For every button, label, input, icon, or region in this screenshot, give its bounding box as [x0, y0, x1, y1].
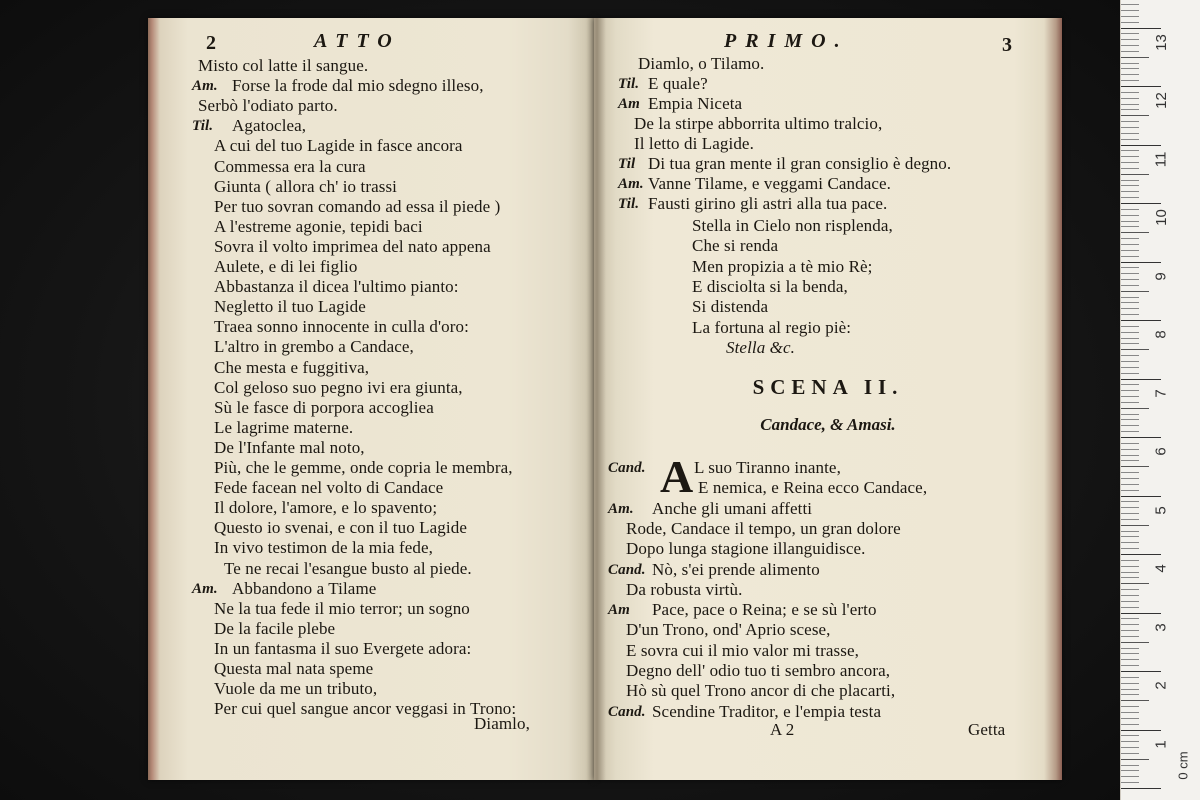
- ruler-tick: [1121, 16, 1139, 17]
- ruler-tick: [1121, 437, 1161, 438]
- verse-text: Commessa era la cura: [214, 156, 366, 176]
- ruler-tick: [1121, 753, 1139, 754]
- ruler-label: 5: [1152, 505, 1170, 515]
- verse-text: E nemica, e Reina ecco Candace,: [698, 478, 928, 498]
- verse-text: E quale?: [648, 74, 708, 93]
- ruler-tick: [1121, 577, 1139, 578]
- ruler-tick: [1121, 788, 1161, 789]
- speaker-label: Cand.: [608, 460, 646, 476]
- ruler-label: 10: [1152, 209, 1170, 226]
- song-line: Si distenda: [692, 297, 769, 317]
- verse-text: Anche gli umani affetti: [652, 498, 813, 518]
- ruler-tick: [1121, 425, 1139, 426]
- book-gutter: [586, 18, 606, 780]
- verse-text: Agatoclea,: [232, 116, 307, 136]
- verse-text: Hò sù quel Trono ancor di che placarti,: [626, 681, 896, 701]
- ruler-tick: [1121, 659, 1139, 660]
- ruler-tick: [1121, 431, 1139, 432]
- ruler-tick: [1121, 595, 1139, 596]
- ruler-tick: [1121, 589, 1139, 590]
- ruler-tick: [1121, 302, 1139, 303]
- song-line: E disciolta si la benda,: [692, 276, 848, 296]
- ruler-label: 1: [1152, 739, 1170, 749]
- verse-text: In un fantasma il suo Evergete adora:: [214, 638, 472, 658]
- ruler-tick: [1121, 525, 1149, 526]
- verse-text: Aulete, e di lei figlio: [214, 257, 358, 276]
- ruler-tick: [1121, 115, 1149, 116]
- ruler-tick: [1121, 133, 1139, 134]
- ruler-tick: [1121, 343, 1139, 344]
- ruler-tick: [1121, 145, 1161, 146]
- verse-text: De la stirpe abborrita ultimo tralcio,: [634, 114, 883, 133]
- speaker-label: Til.: [192, 118, 214, 135]
- ruler-tick: [1121, 168, 1139, 169]
- verse-text: Da robusta virtù.: [626, 579, 743, 599]
- ruler-tick: [1121, 759, 1149, 760]
- ruler-tick: [1121, 636, 1139, 637]
- ruler-tick: [1121, 542, 1139, 543]
- verse-text: Sù le fasce di porpora accogliea: [214, 397, 434, 417]
- scene-title: SCENA II.: [752, 375, 904, 399]
- ruler-label: 4: [1152, 564, 1170, 573]
- verse-text: Il dolore, l'amore, e lo spavento;: [214, 498, 438, 518]
- ruler-tick: [1121, 460, 1139, 461]
- ruler-tick: [1121, 127, 1139, 128]
- ruler-tick: [1121, 730, 1161, 731]
- verse-text: Il letto di Lagide.: [634, 134, 754, 153]
- ruler-label: 12: [1152, 92, 1170, 109]
- ruler-tick: [1121, 367, 1139, 368]
- verse-text: Che mesta e fuggitiva,: [214, 357, 370, 377]
- ruler-tick: [1121, 607, 1139, 608]
- ruler-tick: [1121, 496, 1161, 497]
- ruler-tick: [1121, 484, 1139, 485]
- ruler-tick: [1121, 197, 1139, 198]
- ruler-unit: 0 cm: [1175, 751, 1191, 780]
- speaker-label: Am.: [192, 580, 218, 597]
- ruler-tick: [1121, 466, 1149, 467]
- ruler-tick: [1121, 308, 1139, 309]
- speaker-label: Til.: [618, 196, 640, 212]
- ruler-tick: [1121, 80, 1139, 81]
- verse-text: E sovra cui il mio valor mi trasse,: [626, 640, 859, 660]
- ruler-tick: [1121, 419, 1139, 420]
- verse-text: Per tuo sovran comando ad essa il piede ): [214, 196, 501, 216]
- verse-text: Te ne recai l'esangue busto al piede.: [224, 558, 472, 578]
- ruler-tick: [1121, 765, 1139, 766]
- verse-text: Fede facean nel volto di Candace: [214, 478, 444, 498]
- ruler-tick: [1121, 185, 1139, 186]
- verse-text: Abbastanza il dicea l'ultimo pianto:: [214, 277, 459, 297]
- ruler-tick: [1121, 28, 1161, 29]
- ruler-tick: [1121, 285, 1139, 286]
- ruler-tick: [1121, 770, 1139, 771]
- ruler-tick: [1121, 519, 1139, 520]
- ruler-tick: [1121, 782, 1139, 783]
- verse-text: Pace, pace o Reina; e se sù l'erto: [652, 600, 877, 620]
- verse-text: A l'estreme agonie, tepidi baci: [214, 216, 423, 236]
- ruler-label: 3: [1152, 622, 1170, 632]
- left-running-head: ATTO: [314, 30, 401, 52]
- verse-text: A cui del tuo Lagide in fasce ancora: [214, 136, 463, 156]
- scale-ruler: [1120, 0, 1200, 800]
- song-line: Che si renda: [692, 236, 779, 256]
- ruler-tick: [1121, 554, 1161, 555]
- verse-text: De l'Infante mal noto,: [214, 437, 365, 457]
- song-line: Men propizia a tè mio Rè;: [692, 256, 873, 276]
- song-end: Stella &c.: [726, 338, 795, 357]
- ruler-tick: [1121, 238, 1139, 239]
- verse-text: Serbò l'odiato parto.: [198, 96, 338, 116]
- ruler-tick: [1121, 68, 1139, 69]
- ruler-tick: [1121, 297, 1139, 298]
- verse-text: Abbandono a Tilame: [232, 578, 377, 598]
- verse-text: Forse la frode dal mio sdegno illeso,: [232, 76, 484, 96]
- verse-text: De la facile plebe: [214, 618, 336, 638]
- ruler-tick: [1121, 379, 1161, 380]
- speaker-label: Am.: [608, 500, 634, 517]
- verse-text: Nò, s'ei prende alimento: [652, 559, 820, 579]
- ruler-tick: [1121, 472, 1139, 473]
- ruler-tick: [1121, 706, 1139, 707]
- verse-text: Di tua gran mente il gran consiglio è degno.: [648, 154, 952, 173]
- verse-text: Per cui quel sangue ancor veggasi in Trono:: [214, 699, 517, 719]
- verse-text: Traea sonno innocente in culla d'oro:: [214, 317, 469, 337]
- ruler-tick: [1121, 648, 1139, 649]
- verse-text: Sovra il volto imprimea del nato appena: [214, 236, 491, 256]
- speaker-label: Cand.: [608, 703, 646, 720]
- ruler-tick: [1121, 712, 1139, 713]
- ruler-label: 6: [1152, 447, 1170, 456]
- verse-text: Più, che le gemme, onde copria le membra,: [214, 458, 513, 477]
- ruler-tick: [1121, 700, 1149, 701]
- speaker-label: Til: [618, 156, 636, 172]
- ruler-tick: [1121, 180, 1139, 181]
- ruler-tick: [1121, 51, 1139, 52]
- speaker-label: Til.: [618, 76, 640, 92]
- open-book: [148, 18, 1064, 780]
- ruler-tick: [1121, 490, 1139, 491]
- ruler-tick: [1121, 373, 1139, 374]
- ruler-tick: [1121, 601, 1139, 602]
- ruler-tick: [1121, 548, 1139, 549]
- verse-text: Vanne Tilame, e veggami Candace.: [648, 174, 892, 193]
- verse-text: D'un Trono, ond' Aprio scese,: [626, 620, 831, 640]
- ruler-tick: [1121, 361, 1139, 362]
- verse-text: Le lagrime materne.: [214, 417, 354, 437]
- ruler-tick: [1121, 583, 1149, 584]
- ruler-label: 13: [1152, 33, 1170, 51]
- ruler-tick: [1121, 320, 1161, 321]
- ruler-tick: [1121, 174, 1149, 175]
- verse-text: Fausti girino gli astri alla tua pace.: [648, 194, 888, 213]
- ruler-tick: [1121, 314, 1139, 315]
- ruler-tick: [1121, 86, 1161, 87]
- verse-text: L'altro in grembo a Candace,: [214, 337, 414, 357]
- ruler-tick: [1121, 4, 1139, 5]
- right-page: [594, 18, 1062, 780]
- verse-text: Dopo lunga stagione illanguidisce.: [626, 539, 866, 559]
- drop-capital: A: [660, 451, 694, 502]
- ruler-tick: [1121, 613, 1161, 614]
- ruler-tick: [1121, 74, 1139, 75]
- song-line: La fortuna al regio piè:: [692, 317, 852, 337]
- ruler-tick: [1121, 109, 1139, 110]
- ruler-tick: [1121, 349, 1149, 350]
- speaker-label: Am: [618, 96, 640, 112]
- ruler-label: 9: [1152, 271, 1170, 281]
- right-running-head: PRIMO.: [724, 30, 849, 52]
- ruler-label: 11: [1152, 151, 1170, 167]
- ruler-tick: [1121, 57, 1149, 58]
- verse-text: Ne la tua fede il mio terror; un sogno: [214, 598, 470, 618]
- ruler-tick: [1121, 653, 1139, 654]
- ruler-tick: [1121, 355, 1139, 356]
- ruler-tick: [1121, 203, 1161, 204]
- ruler-tick: [1121, 262, 1161, 263]
- ruler-tick: [1121, 191, 1139, 192]
- ruler-label: 8: [1152, 330, 1170, 339]
- ruler-label: 7: [1152, 388, 1170, 398]
- ruler-tick: [1121, 139, 1139, 140]
- ruler-tick: [1121, 250, 1139, 251]
- ruler-tick: [1121, 531, 1139, 532]
- ruler-tick: [1121, 536, 1139, 537]
- verse-text: Diamlo, o Tilamo.: [638, 54, 765, 73]
- speaker-label: Am.: [192, 78, 218, 95]
- verse-text: Col geloso suo pegno ivi era giunta,: [214, 377, 463, 397]
- verse-text: Scendine Traditor, e l'empia testa: [652, 701, 882, 721]
- ruler-tick: [1121, 22, 1139, 23]
- ruler-tick: [1121, 694, 1139, 695]
- ruler-tick: [1121, 408, 1149, 409]
- verse-text: Giunta ( allora ch' io trassi: [214, 176, 397, 196]
- speaker-label: Cand.: [608, 561, 646, 578]
- left-catchword: Diamlo,: [474, 714, 530, 733]
- verse-text: Questo io svenai, e con il tuo Lagide: [214, 518, 467, 538]
- verse-text: L suo Tiranno inante,: [694, 458, 841, 477]
- signature-mark: A 2: [770, 720, 795, 739]
- ruler-tick: [1121, 671, 1161, 672]
- ruler-tick: [1121, 478, 1139, 479]
- right-page-number: 3: [1002, 34, 1012, 56]
- ruler-label: 2: [1152, 681, 1170, 690]
- ruler-tick: [1121, 776, 1139, 777]
- ruler-tick: [1121, 10, 1139, 11]
- ruler-tick: [1121, 642, 1149, 643]
- ruler-tick: [1121, 226, 1139, 227]
- verse-text: Empia Niceta: [648, 94, 743, 113]
- verse-text: Degno dell' odio tuo ti sembro ancora,: [626, 661, 891, 680]
- ruler-tick: [1121, 244, 1139, 245]
- song-line: Stella in Cielo non risplenda,: [692, 216, 893, 235]
- left-page: [148, 18, 594, 780]
- speaker-label: Am: [608, 602, 630, 619]
- verse-text: Questa mal nata speme: [214, 659, 374, 678]
- ruler-tick: [1121, 414, 1139, 415]
- ruler-tick: [1121, 121, 1139, 122]
- verse-text: Negletto il tuo Lagide: [214, 297, 366, 317]
- scene-cast: Candace, & Amasi.: [760, 415, 896, 434]
- ruler-tick: [1121, 402, 1139, 403]
- ruler-tick: [1121, 718, 1139, 719]
- right-catchword: Getta: [968, 720, 1006, 739]
- ruler-tick: [1121, 256, 1139, 257]
- ruler-tick: [1121, 665, 1139, 666]
- verse-text: Vuole da me un tributo,: [214, 679, 378, 699]
- ruler-tick: [1121, 291, 1149, 292]
- left-page-number: 2: [206, 32, 216, 54]
- verse-text: Rode, Candace il tempo, un gran dolore: [626, 518, 901, 538]
- ruler-tick: [1121, 63, 1139, 64]
- verse-text: Misto col latte il sangue.: [198, 56, 369, 75]
- speaker-label: Am.: [618, 176, 644, 192]
- verse-text: In vivo testimon de la mia fede,: [214, 538, 433, 558]
- ruler-tick: [1121, 724, 1139, 725]
- ruler-tick: [1121, 232, 1149, 233]
